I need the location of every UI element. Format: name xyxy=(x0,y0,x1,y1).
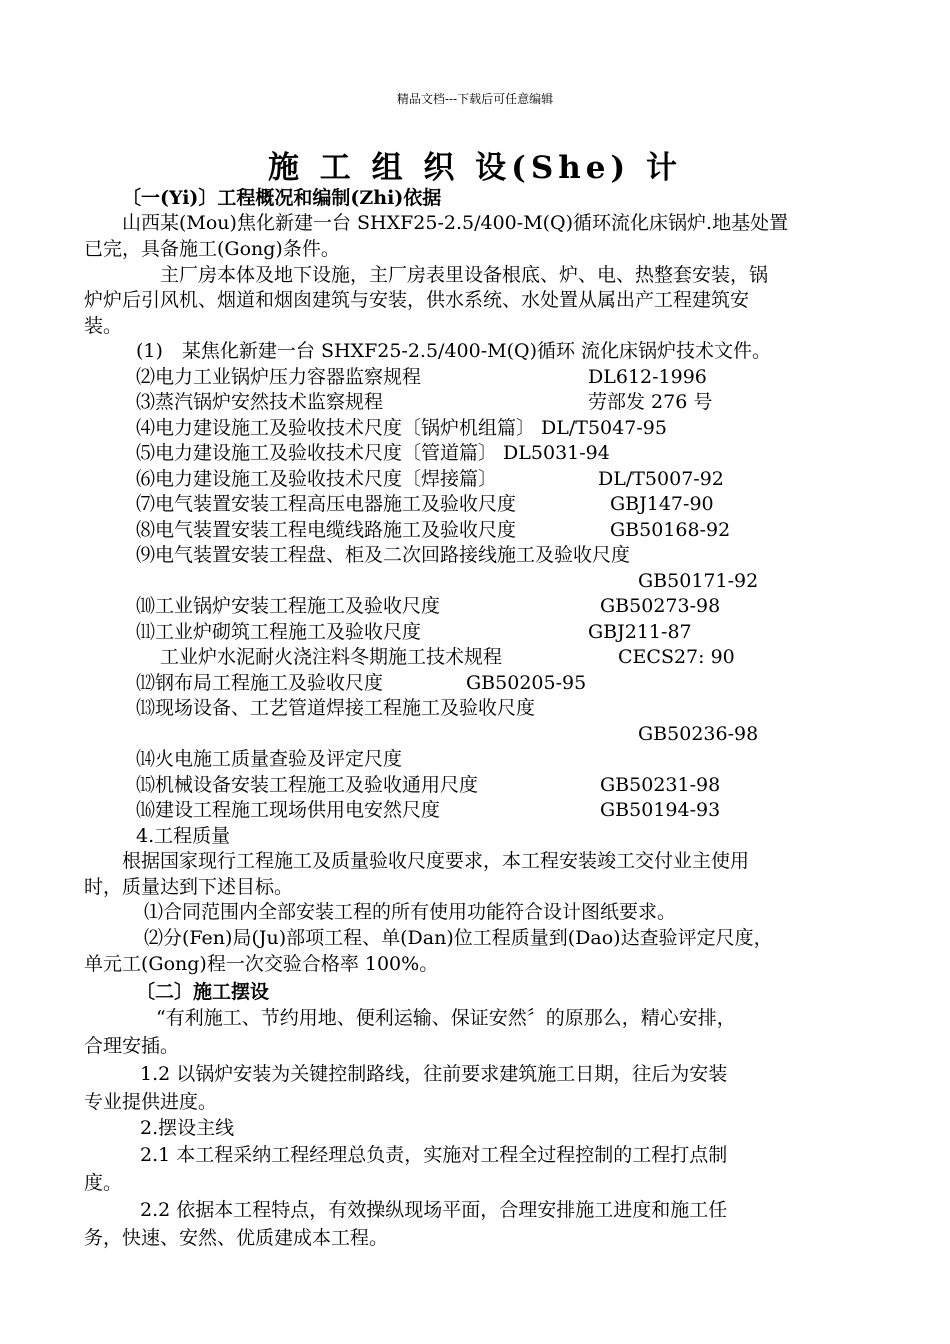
basis-item: 工业炉水泥耐火浇注料冬期施工技术规程 xyxy=(160,646,503,668)
paragraph-line: 山西某(Mou)焦化新建一台 SHXF25-2.5/400-M(Q)循环流化床锅炉.地基处置 xyxy=(122,212,789,234)
basis-code: GB50168-92 xyxy=(610,519,731,541)
basis-code: GB50194-93 xyxy=(600,799,721,821)
basis-item: ⒂机械设备安装工程施工及验收通用尺度 xyxy=(136,774,479,796)
paragraph-line: 时，质量达到下述目标。 xyxy=(84,876,294,898)
paragraph-line: 主厂房本体及地下设施，主厂房表里设备根底、炉、电、热整套安装，锅 xyxy=(160,264,769,286)
basis-item: ⒃建设工程施工现场供用电安然尺度 xyxy=(136,799,441,821)
section2-heading: 〔二〕施工摆设 xyxy=(136,981,270,1003)
basis-item: ⑿钢布局工程施工及验收尺度 xyxy=(136,672,384,694)
paragraph-line: 装。 xyxy=(84,315,123,337)
page-header: 精品文档---下载后可任意编辑 xyxy=(396,92,554,106)
paragraph-line: “有利施工、节约用地、便利运输、保证安然〞的原那么，精心安排， xyxy=(156,1007,736,1029)
basis-item: ⑷电力建设施工及验收技术尺度〔锅炉机组篇〕 DL/T5047-95 xyxy=(136,417,667,439)
paragraph-line: 1.2 以锅炉安装为关键控制路线，往前要求建筑施工日期，往后为安装 xyxy=(140,1063,728,1085)
basis-code: GB50273-98 xyxy=(600,595,721,617)
basis-item: ⑹电力建设施工及验收技术尺度〔焊接篇〕 xyxy=(136,468,498,490)
quality-heading: 4.工程质量 xyxy=(136,825,231,847)
basis-code: GB50231-98 xyxy=(600,774,721,796)
basis-item: (1) 某焦化新建一台 SHXF25-2.5/400-M(Q)循环 流化床锅炉技术文件。 xyxy=(136,340,772,362)
paragraph-line: 务，快速、安然、优质建成本工程。 xyxy=(84,1227,389,1249)
paragraph-line: 已完，具备施工(Gong)条件。 xyxy=(84,238,340,260)
paragraph-line: 合理安插。 xyxy=(84,1035,180,1057)
paragraph-line: 2.2 依据本工程特点，有效操纵现场平面，合理安排施工进度和施工任 xyxy=(140,1199,728,1221)
basis-item: ⒀现场设备、工艺管道焊接工程施工及验收尺度 xyxy=(136,697,536,719)
basis-code: DL/T5007-92 xyxy=(598,468,724,490)
quality-item: 单元工(Gong)程一次交验合格率 100%。 xyxy=(84,953,439,975)
basis-item: ⑻电气装置安装工程电缆线路施工及验收尺度 xyxy=(136,519,517,541)
paragraph-line: 2.摆设主线 xyxy=(140,1117,235,1139)
basis-item: ⒁火电施工质量查验及评定尺度 xyxy=(136,748,403,770)
document-title: 施 工 组 织 设(She) 计 xyxy=(268,150,682,186)
basis-code: DL612-1996 xyxy=(588,366,707,388)
basis-item: ⑸电力建设施工及验收技术尺度〔管道篇〕 DL5031-94 xyxy=(136,442,610,464)
basis-code: GB50171-92 xyxy=(638,570,759,592)
paragraph-line: 炉炉后引风机、烟道和烟囱建筑与安装，供水系统、水处置从属出产工程建筑安 xyxy=(84,289,750,311)
paragraph-line: 2.1 本工程采纳工程经理总负责，实施对工程全过程控制的工程打点制 xyxy=(140,1144,728,1166)
basis-item: ⑼电气装置安装工程盘、柜及二次回路接线施工及验收尺度 xyxy=(136,544,631,566)
paragraph-line: 度。 xyxy=(84,1172,123,1194)
basis-code: GBJ211-87 xyxy=(588,621,692,643)
quality-item: ⑴合同范围内全部安装工程的所有使用功能符合设计图纸要求。 xyxy=(144,901,677,923)
basis-item: ⑵电力工业锅炉压力容器监察规程 xyxy=(136,366,422,388)
paragraph-line: 根据国家现行工程施工及质量验收尺度要求，本工程安装竣工交付业主使用 xyxy=(122,850,750,872)
basis-item: ⑾工业炉砌筑工程施工及验收尺度 xyxy=(136,621,422,643)
basis-item: ⑶蒸汽锅炉安然技术监察规程 xyxy=(136,391,384,413)
basis-code: GB50205-95 xyxy=(466,672,587,694)
basis-code: 劳部发 276 号 xyxy=(588,391,713,413)
basis-code: GBJ147-90 xyxy=(610,493,714,515)
section1-heading: 〔一(Yi)〕工程概况和编制(Zhi)依据 xyxy=(122,187,442,209)
paragraph-line: 专业提供进度。 xyxy=(84,1091,218,1113)
basis-item: ⑺电气装置安装工程高压电器施工及验收尺度 xyxy=(136,493,517,515)
basis-code: GB50236-98 xyxy=(638,723,759,745)
basis-item: ⑽工业锅炉安装工程施工及验收尺度 xyxy=(136,595,441,617)
basis-code: CECS27: 90 xyxy=(618,646,735,668)
quality-item: ⑵分(Fen)局(Ju)部项工程、单(Dan)位工程质量到(Dao)达查验评定尺度， xyxy=(144,927,773,949)
